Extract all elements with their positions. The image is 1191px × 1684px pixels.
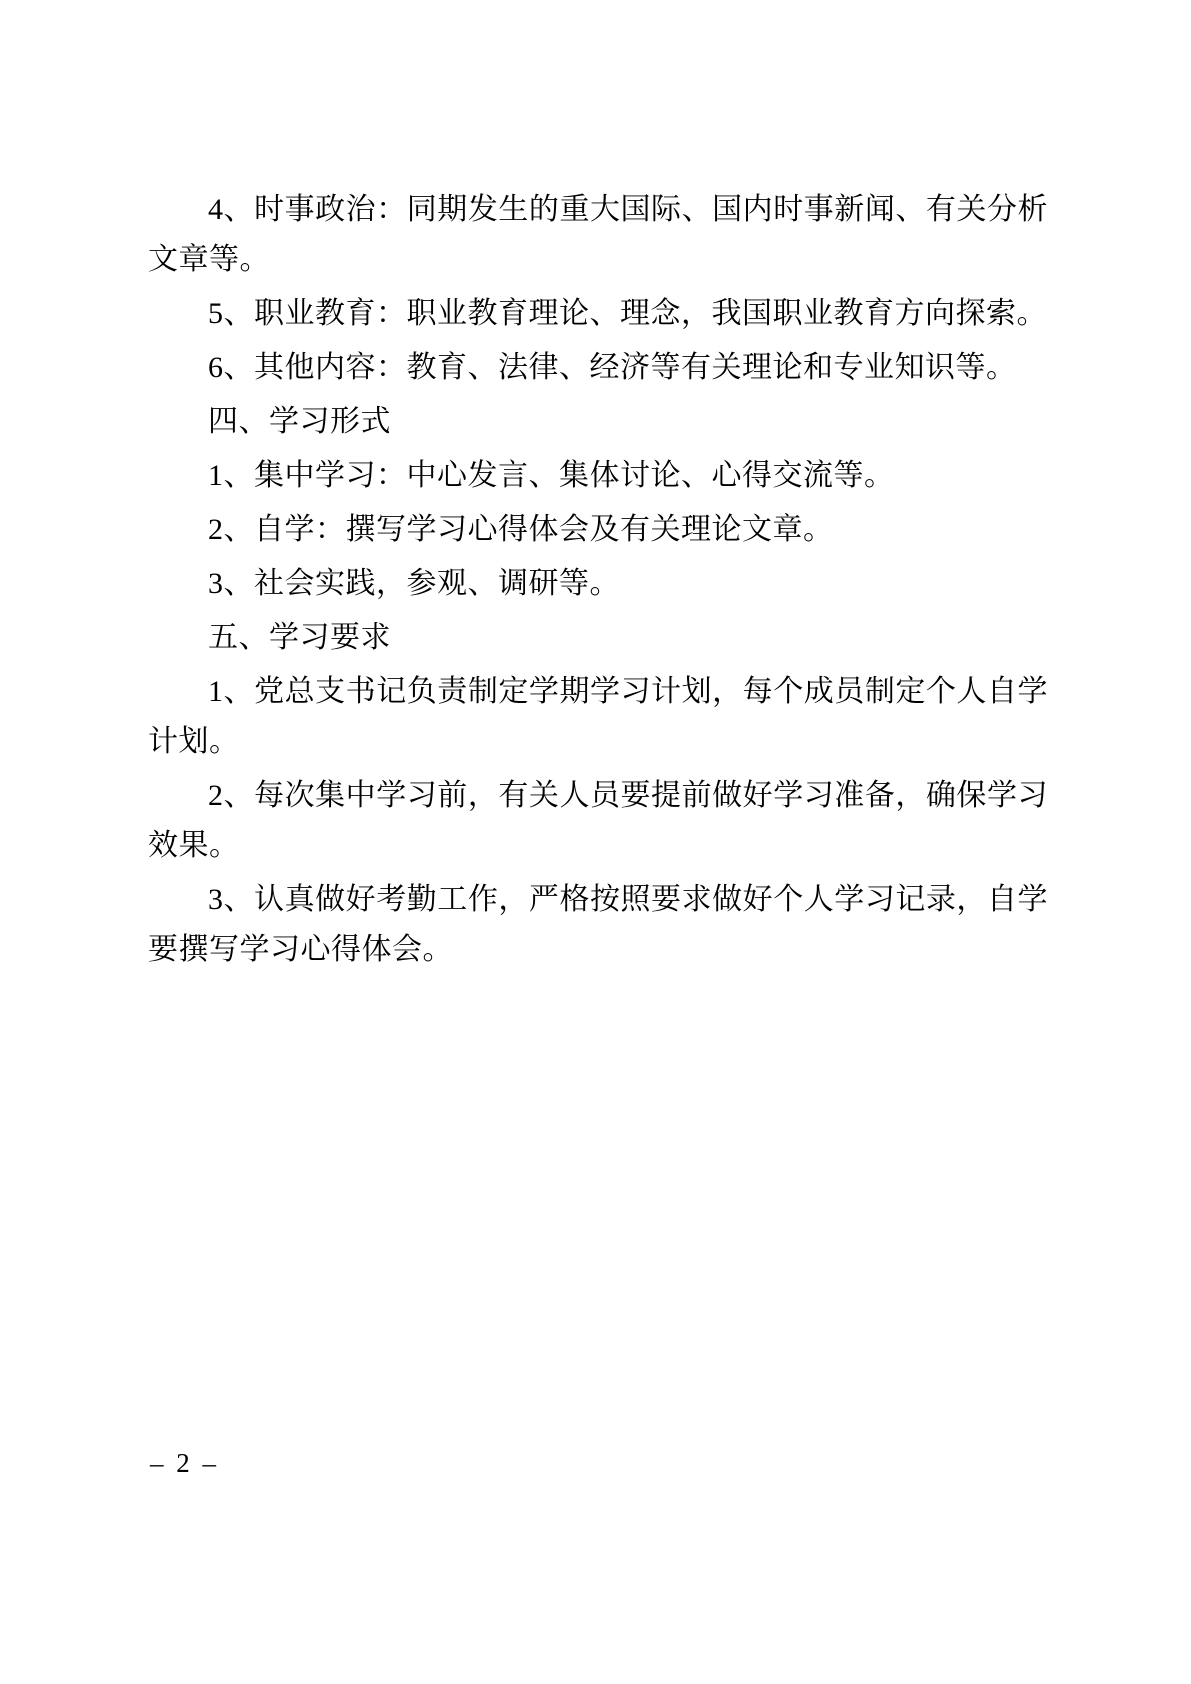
paragraph-item: 2、每次集中学习前，有关人员要提前做好学习准备，确保学习效果。 xyxy=(148,779,1048,862)
paragraph-item: 1、党总支书记负责制定学期学习计划，每个成员制定个人自学计划。 xyxy=(148,675,1048,758)
paragraph-item: 1、集中学习：中心发言、集体讨论、心得交流等。 xyxy=(208,459,895,492)
paragraph-item: 4、时事政治：同期发生的重大国际、国内时事新闻、有关分析文章等。 xyxy=(148,193,1048,276)
paragraph-item: 2、自学：撰写学习心得体会及有关理论文章。 xyxy=(208,513,834,546)
section-heading-learning-requirements: 五、学习要求 xyxy=(208,621,391,654)
paragraph-item: 6、其他内容：教育、法律、经济等有关理论和专业知识等。 xyxy=(208,351,1017,384)
page-number: – 2 – xyxy=(150,1448,219,1478)
paragraph-item: 3、认真做好考勤工作，严格按照要求做好个人学习记录，自学要撰写学习心得体会。 xyxy=(148,883,1048,966)
paragraph-item: 3、社会实践，参观、调研等。 xyxy=(208,567,620,600)
document-body xyxy=(148,185,1048,979)
paragraph-item: 5、职业教育：职业教育理论、理念，我国职业教育方向探索。 xyxy=(208,297,1047,330)
section-heading-learning-format: 四、学习形式 xyxy=(208,405,391,438)
